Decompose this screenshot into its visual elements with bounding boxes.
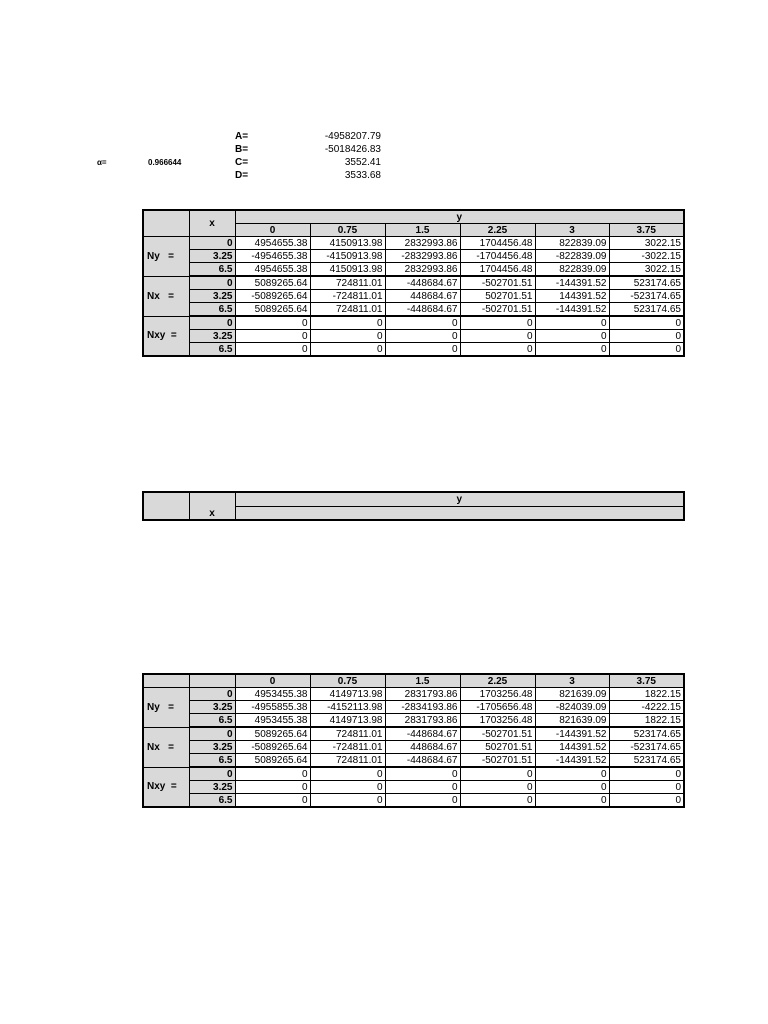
value-cell: 0 <box>535 330 609 343</box>
x-value-cell: 3.25 <box>189 290 235 303</box>
x-header: x <box>189 210 235 237</box>
table-row <box>143 316 684 330</box>
table-row <box>143 343 684 357</box>
corner-cell <box>143 210 189 237</box>
x-value-cell: 3.25 <box>189 250 235 263</box>
value-cell: 724811.01 <box>310 276 385 290</box>
value-cell: 144391.52 <box>535 741 609 754</box>
value-cell: -523174.65 <box>609 741 684 754</box>
value-cell: 0 <box>385 343 460 357</box>
value-cell: 724811.01 <box>310 754 385 768</box>
table-row <box>143 714 684 728</box>
value-cell: -448684.67 <box>385 754 460 768</box>
x-value-cell: 0 <box>189 767 235 781</box>
y-value-header: 2.25 <box>460 224 535 237</box>
value-cell: 2831793.86 <box>385 714 460 728</box>
y-value-header: 1.5 <box>385 674 460 688</box>
value-cell: -502701.51 <box>460 276 535 290</box>
value-cell: 1703256.48 <box>460 714 535 728</box>
value-cell: -2834193.86 <box>385 701 460 714</box>
value-cell: 4149713.98 <box>310 714 385 728</box>
value-cell: 5089265.64 <box>235 276 310 290</box>
value-cell: 4954655.38 <box>235 263 310 277</box>
value-cell: -724811.01 <box>310 741 385 754</box>
table-row <box>143 781 684 794</box>
value-cell: 4954655.38 <box>235 237 310 250</box>
value-cell: -144391.52 <box>535 754 609 768</box>
value-cell: 0 <box>609 316 684 330</box>
table-row <box>143 276 684 290</box>
value-cell: -1705656.48 <box>460 701 535 714</box>
y-values-row <box>235 506 684 520</box>
value-cell: -144391.52 <box>535 303 609 317</box>
constant-d-label: D= <box>235 170 249 181</box>
value-cell: -144391.52 <box>535 276 609 290</box>
y-header: y <box>235 492 684 506</box>
stress-table-3 <box>142 673 685 808</box>
value-cell: -822839.09 <box>535 250 609 263</box>
table-row <box>143 330 684 343</box>
value-cell: 1703256.48 <box>460 688 535 701</box>
x-value-cell: 0 <box>189 316 235 330</box>
value-cell: -4954655.38 <box>235 250 310 263</box>
constant-a-label: A= <box>235 131 249 142</box>
constant-d-value: 3533.68 <box>344 170 381 181</box>
table-row <box>143 688 684 701</box>
x-value-cell: 3.25 <box>189 330 235 343</box>
x-value-cell: 0 <box>189 237 235 250</box>
value-cell: 0 <box>535 794 609 808</box>
value-cell: 821639.09 <box>535 688 609 701</box>
value-cell: -502701.51 <box>460 754 535 768</box>
value-cell: -1704456.48 <box>460 250 535 263</box>
group-label: Ny = <box>143 688 189 728</box>
y-value-header: 0 <box>235 224 310 237</box>
stress-table-2 <box>142 491 685 521</box>
x-value-cell: 6.5 <box>189 794 235 808</box>
alpha-value: 0.966644 <box>148 158 182 167</box>
value-cell: 5089265.64 <box>235 754 310 768</box>
value-cell: 5089265.64 <box>235 727 310 741</box>
constant-c-label: C= <box>235 157 249 168</box>
value-cell: 0 <box>535 781 609 794</box>
value-cell: 0 <box>385 781 460 794</box>
value-cell: -4222.15 <box>609 701 684 714</box>
group-label: Ny = <box>143 237 189 277</box>
value-cell: -523174.65 <box>609 290 684 303</box>
value-cell: -448684.67 <box>385 276 460 290</box>
value-cell: 523174.65 <box>609 727 684 741</box>
y-header: y <box>235 210 684 224</box>
value-cell: 0 <box>235 781 310 794</box>
value-cell: 0 <box>609 343 684 357</box>
value-cell: 0 <box>385 794 460 808</box>
value-cell: 523174.65 <box>609 276 684 290</box>
value-cell: -144391.52 <box>535 727 609 741</box>
value-cell: 0 <box>460 330 535 343</box>
value-cell: -5089265.64 <box>235 741 310 754</box>
value-cell: 3022.15 <box>609 237 684 250</box>
value-cell: -502701.51 <box>460 303 535 317</box>
value-cell: 822839.09 <box>535 237 609 250</box>
group-label: Nx = <box>143 727 189 767</box>
value-cell: -2832993.86 <box>385 250 460 263</box>
value-cell: 0 <box>609 794 684 808</box>
x-value-cell: 6.5 <box>189 343 235 357</box>
y-value-header: 0.75 <box>310 224 385 237</box>
constant-b-label: B= <box>235 144 249 155</box>
value-cell: -5089265.64 <box>235 290 310 303</box>
value-cell: 0 <box>235 794 310 808</box>
value-cell: 0 <box>535 767 609 781</box>
value-cell: -4150913.98 <box>310 250 385 263</box>
x-value-cell: 0 <box>189 727 235 741</box>
value-cell: -4955855.38 <box>235 701 310 714</box>
value-cell: 0 <box>460 767 535 781</box>
value-cell: 4953455.38 <box>235 688 310 701</box>
value-cell: 0 <box>385 767 460 781</box>
value-cell: -724811.01 <box>310 290 385 303</box>
value-cell: 0 <box>310 781 385 794</box>
group-label: Nxy = <box>143 767 189 807</box>
value-cell: 0 <box>460 343 535 357</box>
value-cell: 0 <box>310 316 385 330</box>
stress-table-1 <box>142 209 685 357</box>
value-cell: 724811.01 <box>310 303 385 317</box>
table-row <box>143 250 684 263</box>
value-cell: 0 <box>609 330 684 343</box>
x-value-cell: 6.5 <box>189 714 235 728</box>
value-cell: 0 <box>235 343 310 357</box>
alpha-label: α= <box>97 158 107 167</box>
x-value-cell: 6.5 <box>189 754 235 768</box>
value-cell: 0 <box>235 767 310 781</box>
value-cell: 0 <box>535 316 609 330</box>
value-cell: 4953455.38 <box>235 714 310 728</box>
value-cell: 2832993.86 <box>385 263 460 277</box>
value-cell: 0 <box>310 767 385 781</box>
value-cell: 448684.67 <box>385 290 460 303</box>
corner-cell <box>143 492 189 520</box>
y-value-header: 0.75 <box>310 674 385 688</box>
value-cell: 4150913.98 <box>310 237 385 250</box>
value-cell: 821639.09 <box>535 714 609 728</box>
y-value-header: 0 <box>235 674 310 688</box>
table-row <box>143 263 684 277</box>
constant-b-value: -5018426.83 <box>324 144 381 155</box>
value-cell: 1822.15 <box>609 688 684 701</box>
x-value-cell: 3.25 <box>189 781 235 794</box>
value-cell: 0 <box>235 316 310 330</box>
x-value-cell: 3.25 <box>189 701 235 714</box>
value-cell: 1822.15 <box>609 714 684 728</box>
value-cell: -448684.67 <box>385 303 460 317</box>
table-row <box>143 754 684 768</box>
x-header: x <box>189 492 235 520</box>
value-cell: 4149713.98 <box>310 688 385 701</box>
table-row <box>143 727 684 741</box>
constant-c-value: 3552.41 <box>344 157 381 168</box>
value-cell: 3022.15 <box>609 263 684 277</box>
value-cell: 523174.65 <box>609 303 684 317</box>
x-value-cell: 6.5 <box>189 303 235 317</box>
value-cell: -448684.67 <box>385 727 460 741</box>
value-cell: 1704456.48 <box>460 263 535 277</box>
value-cell: 5089265.64 <box>235 303 310 317</box>
value-cell: -3022.15 <box>609 250 684 263</box>
value-cell: 2831793.86 <box>385 688 460 701</box>
corner-cell <box>143 674 189 688</box>
y-value-header: 3.75 <box>609 224 684 237</box>
x-value-cell: 0 <box>189 276 235 290</box>
value-cell: -4152113.98 <box>310 701 385 714</box>
value-cell: 0 <box>609 767 684 781</box>
value-cell: 724811.01 <box>310 727 385 741</box>
stress-table-3-clip <box>140 672 686 810</box>
x-value-cell: 6.5 <box>189 263 235 277</box>
table-row <box>143 767 684 781</box>
value-cell: 0 <box>460 781 535 794</box>
value-cell: 0 <box>310 794 385 808</box>
value-cell: -824039.09 <box>535 701 609 714</box>
value-cell: 144391.52 <box>535 290 609 303</box>
value-cell: 0 <box>609 781 684 794</box>
table-row <box>143 290 684 303</box>
x-value-cell: 0 <box>189 688 235 701</box>
value-cell: 523174.65 <box>609 754 684 768</box>
value-cell: 2832993.86 <box>385 237 460 250</box>
value-cell: 1704456.48 <box>460 237 535 250</box>
value-cell: 4150913.98 <box>310 263 385 277</box>
value-cell: -502701.51 <box>460 727 535 741</box>
value-cell: 0 <box>385 316 460 330</box>
value-cell: 0 <box>310 343 385 357</box>
value-cell: 448684.67 <box>385 741 460 754</box>
table-row <box>143 303 684 317</box>
y-value-header: 1.5 <box>385 224 460 237</box>
constant-a-value: -4958207.79 <box>324 131 381 142</box>
y-value-header: 3 <box>535 674 609 688</box>
value-cell: 0 <box>310 330 385 343</box>
value-cell: 0 <box>535 343 609 357</box>
value-cell: 0 <box>385 330 460 343</box>
stress-table-2-clip <box>140 489 686 519</box>
group-label: Nxy = <box>143 316 189 356</box>
value-cell: 822839.09 <box>535 263 609 277</box>
group-label: Nx = <box>143 276 189 316</box>
value-cell: 502701.51 <box>460 290 535 303</box>
x-value-cell: 3.25 <box>189 741 235 754</box>
table-row <box>143 701 684 714</box>
value-cell: 502701.51 <box>460 741 535 754</box>
x-header-cell <box>189 674 235 688</box>
y-value-header: 3.75 <box>609 674 684 688</box>
table-row <box>143 237 684 250</box>
table-row <box>143 741 684 754</box>
value-cell: 0 <box>460 316 535 330</box>
y-value-header: 2.25 <box>460 674 535 688</box>
value-cell: 0 <box>235 330 310 343</box>
table-row <box>143 794 684 808</box>
value-cell: 0 <box>460 794 535 808</box>
y-value-header: 3 <box>535 224 609 237</box>
